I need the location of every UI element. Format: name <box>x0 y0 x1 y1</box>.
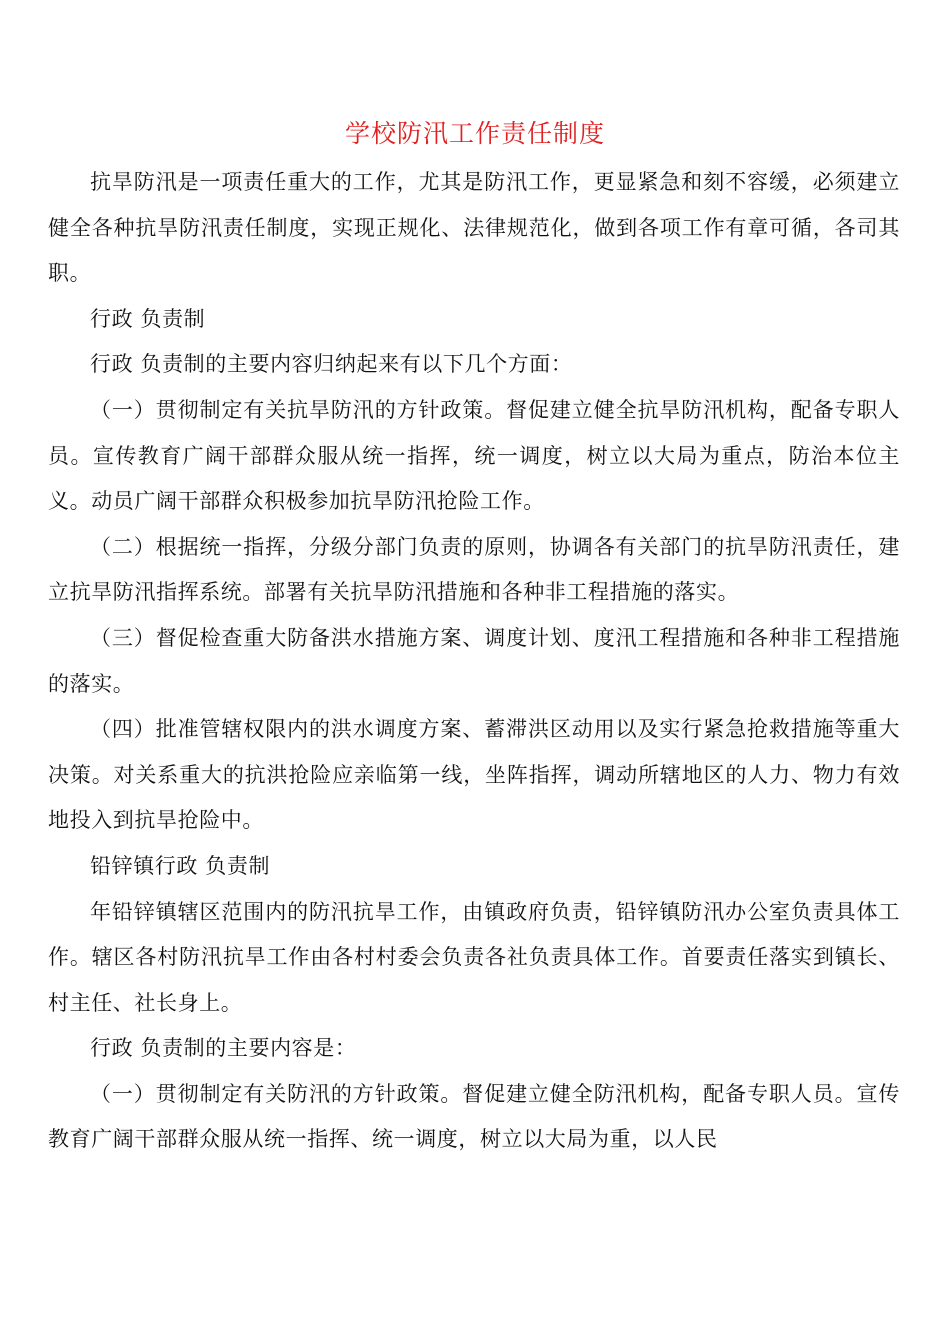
document-title: 学校防汛工作责任制度 <box>344 119 605 148</box>
list-item-2: （二）根据统一指挥，分级分部门负责的原则，协调各有关部门的抗旱防汛责任，建立抗旱防汛指挥系统。部署有关抗旱防汛措施和各种非工程措施的落实。 <box>48 534 900 605</box>
list-item-3: （三）督促检查重大防备洪水措施方案、调度计划、度汛工程措施和各种非工程措施的落实。 <box>48 625 900 696</box>
admin-responsibility-intro: 行政 负责制的主要内容归纳起来有以下几个方面： <box>90 352 573 377</box>
list-item-1: （一）贯彻制定有关抗旱防汛的方针政策。督促建立健全抗旱防汛机构，配备专职人员。宣传教育广阔干部群众服从统一指挥，统一调度，树立以大局为重点，防治本位主义。动员广阔干部群众积极参加抗旱防汛抢险工作。 <box>48 397 900 514</box>
town-responsibility-paragraph: 年铅锌镇辖区范围内的防汛抗旱工作，由镇政府负责，铅锌镇防汛办公室负责具体工作。辖区各村防汛抗旱工作由各村村委会负责各社负责具体工作。首要责任落实到镇长、村主任、社长身上。 <box>48 899 900 1015</box>
document-body <box>48 160 900 1163</box>
list-item-4: （四）批准管辖权限内的洪水调度方案、蓄滞洪区动用以及实行紧急抢救措施等重大决策。对关系重大的抗洪抢险应亲临第一线，坐阵指挥，调动所辖地区的人力、物力有效地投入到抗旱抢险中。 <box>48 717 900 833</box>
main-content-intro: 行政 负责制的主要内容是： <box>90 1036 357 1061</box>
town-list-item-1: （一）贯彻制定有关防汛的方针政策。督促建立健全防汛机构，配备专职人员。宣传教育广阔干部群众服从统一指挥、统一调度，树立以大局为重，以人民 <box>48 1081 900 1152</box>
section-heading-town-responsibility: 铅锌镇行政 负责制 <box>90 853 271 878</box>
intro-paragraph: 抗旱防汛是一项责任重大的工作，尤其是防汛工作，更显紧急和刻不容缓，必须建立健全各种抗旱防汛责任制度，实现正规化、法律规范化，做到各项工作有章可循，各司其职。 <box>48 170 900 286</box>
section-heading-admin-responsibility: 行政 负责制 <box>90 306 206 331</box>
